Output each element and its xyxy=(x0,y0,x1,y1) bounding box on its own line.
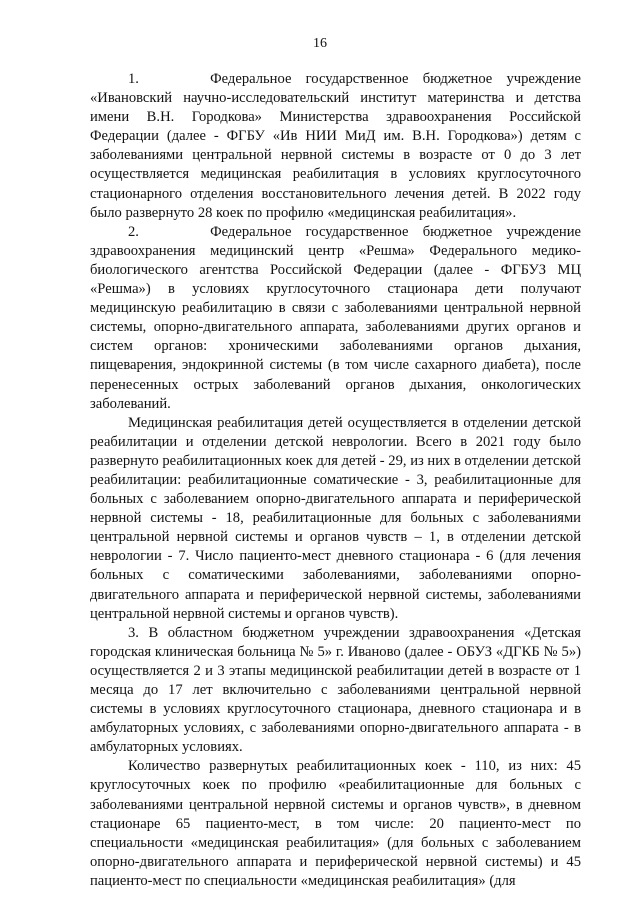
paragraph-bed-count: Количество развернутых реабилитационных коек - 110, из них: 45 круглосуточных коек по профилю «реабилитационные для больных с заболеваниями центральной нервной системы и органов чувств», в дневном стационаре 65 пациенто-мест, в том числе: 20 пациенто-мест по специальности «медицинская реабилитация» (для больных с заболеванием опорно-двигательного аппарата и периферической нервной системы) и 45 пациенто-мест по специальности «медицинская реабилитация» (для xyxy=(90,758,581,889)
paragraph-institution-1: 1. Федеральное государственное бюджетное учреждение «Ивановский научно-исследовательский институт материнства и детства имени В.Н. Городкова» Министерства здравоохранения Российской Федерации (далее - ФГБУ «Ив НИИ МиД им. В.Н. Городкова») детям с заболеваниями центральной нервной системы в возрасте от 0 до 3 лет осуществляется медицинская реабилитация в условиях круглосуточного стационарного отделения восстановительного лечения детей. В 2022 году было развернуто 28 коек по профилю «медицинская реабилитация». xyxy=(90,71,581,221)
page-number: 16 xyxy=(313,36,327,51)
paragraph-reshma-departments: Медицинская реабилитация детей осуществляется в отделении детской реабилитации и отделении детской неврологии. Всего в 2021 году было развернуто реабилитационных коек для детей - 29, из них в отделении детской реабилитации: реабилитационные соматические - 3, реабилитационные для больных с заболеванием опорно-двигательного аппарата и периферической нервной системы - 18, реабилитационные для больных с заболеваниями центральной нервной системы и органов чувств – 1, в отделении детской неврологии - 7. Число пациенто-мест дневного стационара - 6 (для лечения больных с соматическими заболеваниями, заболеваниями опорно-двигательного аппарата и периферической нервной системы, заболеваниями центральной нервной системы и органов чувств). xyxy=(90,414,581,622)
paragraph-institution-3: 3. В областном бюджетном учреждении здравоохранения «Детская городская клиническая больница № 5» г. Иваново (далее - ОБУЗ «ДГКБ № 5») осуществляется 2 и 3 этапы медицинской реабилитации детей в возрасте от 1 месяца до 17 лет включительно с заболеваниями центральной нервной системы в условиях круглосуточного стационара, дневного стационара и в амбулаторных условиях, с заболеваниями опорно-двигательного аппарата - в амбулаторных условиях. xyxy=(90,624,581,756)
paragraph-institution-2: 2. Федеральное государственное бюджетное учреждение здравоохранения медицинский центр «Решма» Федерального медико-биологического агентства Российской Федерации (далее - ФГБУЗ МЦ «Решма») в условиях круглосуточного стационара дети получают медицинскую реабилитацию в связи с заболеваниями центральной нервной системы, опорно-двигательного аппарата, заболеваниями других органов и систем органов: хроническими заболеваниями органов дыхания, пищеварения, эндокринной системы (в том числе сахарного диабета), после перенесенных острых заболеваний органов дыхания, онкологических заболеваний. xyxy=(90,223,581,412)
document-body xyxy=(90,70,581,891)
